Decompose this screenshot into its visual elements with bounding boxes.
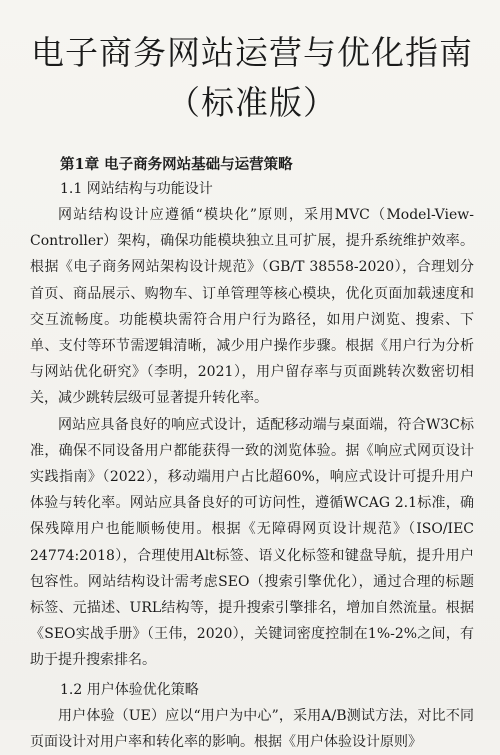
section-heading-1-2: 1.2 用户体验优化策略: [60, 681, 199, 698]
document-title: 电子商务网站运营与优化指南: [31, 33, 473, 72]
paragraph: 网站结构设计应遵循“模块化”原则，采用MVC（Model-View-Controller）架构，确保功能模块独立且可扩展，提升系统维护效率。根据《电子商务网站架构设计规范》（GB/T 38558-2020），合理划分首页、商品展示、购物车、订单管理等核心模块，优化页面加载速度和交互流畅度。功能模块需符合用户行为路径，如用户浏览、搜索、下单、支付等环节需逻辑清晰，减少用户操作步骤。根据《用户行为分析与网站优化研究》（李明，2021），用户留存率与页面跳转次数密切相关，减少跳转层级可显著提升转化率。: [30, 207, 474, 407]
document-subtitle: （标准版）: [167, 83, 337, 122]
section-heading-1-1: 1.1 网站结构与功能设计: [60, 181, 213, 197]
chapter-heading: 第1章 电子商务网站基础与运营策略: [60, 156, 293, 173]
paragraph: 网站应具备良好的响应式设计，适配移动端与桌面端，符合W3C标准，确保不同设备用户都能获得一致的浏览体验。据《响应式网页设计实践指南》（2022），移动端用户占比超60%，响应式设计可提升用户体验与转化率。网站应具备良好的可访问性，遵循WCAG 2.1标准，确保残障用户也能顺畅使用。根据《无障碍网页设计规范》（ISO/IEC 24774:2018），合理使用Alt标签、语义化标签和键盘导航，提升用户包容性。网站结构设计需考虑SEO（搜索引擎优化），通过合理的标题标签、元描述、URL结构等，提升搜索引擎排名，增加自然流量。根据《SEO实战手册》（王伟，2020），关键词密度控制在1%-2%之间，有助于提升搜索排名。: [30, 416, 474, 669]
paragraph: 用户体验（UE）应以“用户为中心”，采用A/B测试方法，对比不同页面设计对用户率和转化率的影响。根据《用户体验设计原则》: [30, 707, 474, 750]
